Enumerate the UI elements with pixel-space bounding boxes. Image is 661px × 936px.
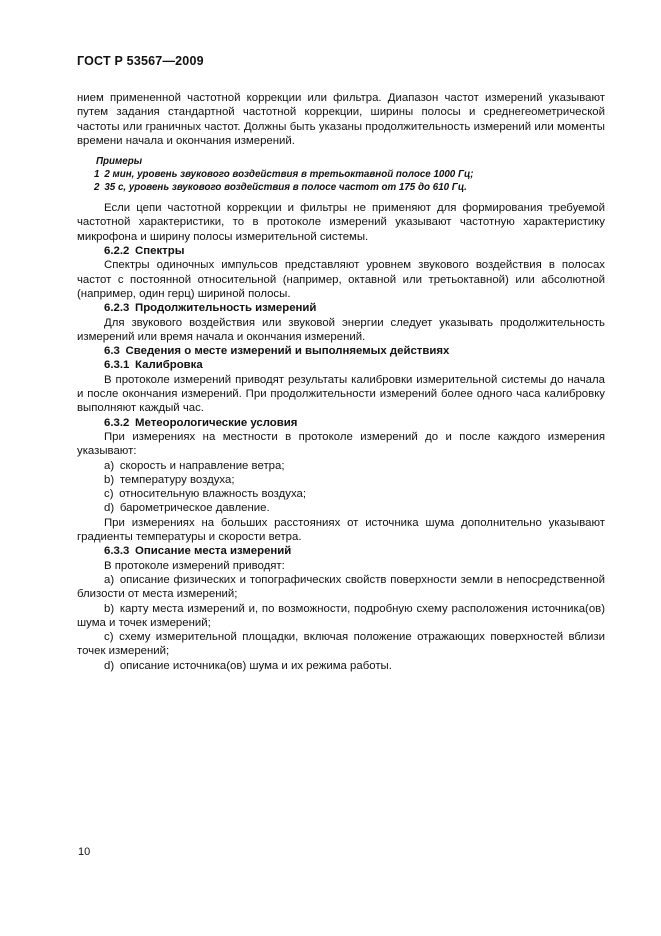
section-heading: 6.3.1 Калибровка <box>104 359 203 372</box>
examples-label: Примеры <box>96 156 143 168</box>
list-item: c) схему измерительной площадки, включая положение отражающих поверхностей вблизи точек измерений; <box>77 631 605 658</box>
paragraph: Спектры одиночных импульсов представляют уровнем звукового воздействия в полосах частот с постоянной относительной (например, октавной или третьоктавной) или абсолютной (например, один герц) шириной полосы. <box>77 259 605 300</box>
paragraph: При измерениях на больших расстояниях от источника шума дополнительно указывают градиенты температуры и скорости ветра. <box>77 516 605 544</box>
list-item: a) описание физических и топографических свойств поверхности земли в непосредственной близости от места измерений; <box>77 573 605 601</box>
list-item: b) температуру воздуха; <box>104 473 235 486</box>
list-item: d) описание источника(ов) шума и их режима работы. <box>104 659 392 672</box>
page-number: 10 <box>78 846 91 858</box>
document-body <box>77 91 605 673</box>
example-item: 1 2 мин, уровень звукового воздействия в третьоктавной полосе 1000 Гц; <box>94 169 474 181</box>
paragraph: В протоколе измерений приводят: <box>104 559 285 572</box>
list-item: a) скорость и направление ветра; <box>104 459 285 472</box>
page-header <box>77 54 605 68</box>
list-item: b) карту места измерений и, по возможности, подробную схему расположения источника(ов) шума и точек измерений; <box>77 602 605 629</box>
paragraph: При измерениях на местности в протоколе измерений до и после каждого измерения указывают: <box>77 430 605 458</box>
paragraph: нием примененной частотной коррекции или фильтра. Диапазон частот измерений указывают путем задания стандартной частотной коррекции, ширины полосы и среднегеометрической частоты или граничных частот. Должны быть указаны продолжительность измерений или моменты времени начала и окончания измерений. <box>77 92 605 147</box>
paragraph: Для звукового воздействия или звуковой энергии следует указывать продолжительность измерений или время начала и окончания измерений. <box>77 316 605 343</box>
page-footer <box>78 846 90 858</box>
paragraph: В протоколе измерений приводят результаты калибровки измерительной системы до начала и после окончания измерений. При продолжительности измерений более одного часа калибровку выполняют каждый час. <box>77 373 605 415</box>
section-heading: 6.3.3 Описание места измерений <box>104 545 292 558</box>
standard-designation: ГОСТ Р 53567—2009 <box>77 54 204 68</box>
list-item: d) барометрическое давление. <box>104 502 270 515</box>
section-heading: 6.2.3 Продолжительность измерений <box>104 302 317 315</box>
section-heading: 6.2.2 Спектры <box>104 245 185 258</box>
section-heading: 6.3 Сведения о месте измерений и выполняемых действиях <box>104 345 450 358</box>
example-item: 2 35 с, уровень звукового воздействия в полосе частот от 175 до 610 Гц. <box>94 182 467 194</box>
list-item: c) относительную влажность воздуха; <box>104 488 307 501</box>
paragraph: Если цепи частотной коррекции и фильтры не применяют для формирования требуемой частотной характеристики, то в протоколе измерений указывают частотную характеристику микрофона и ширину полосы измерительной системы. <box>77 202 605 243</box>
section-heading: 6.3.2 Метеорологические условия <box>104 416 298 429</box>
